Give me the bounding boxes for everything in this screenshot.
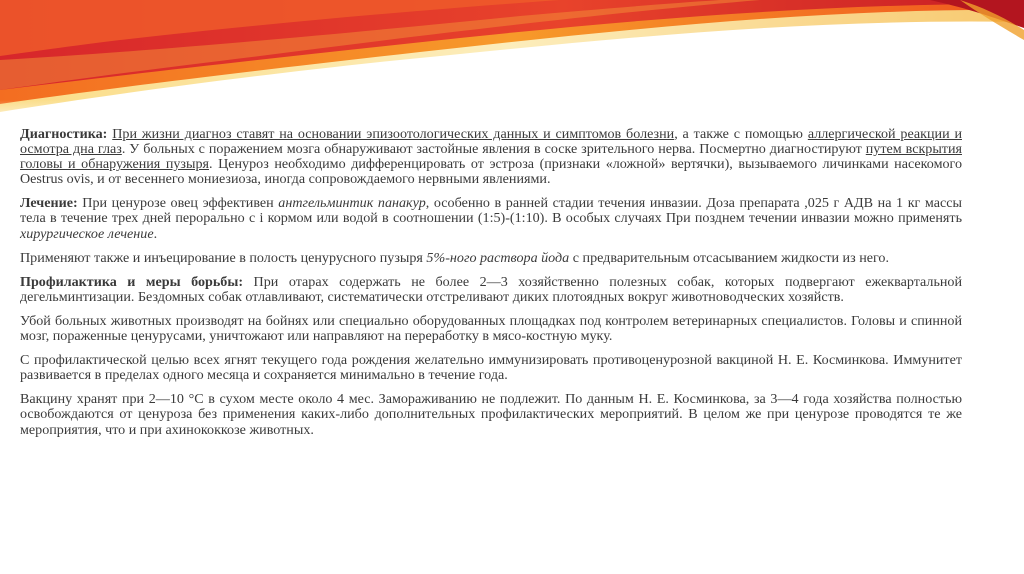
storage-paragraph: Вакцину хранят при 2—10 °С в сухом месте около 4 мес. Замораживанию не подлежит. По данным Н. Е. Косминкова, за 3—4 года хозяйства полностью освобождаются от ценуроза без применения каких-либо дополнительных профилактических мероприятий. В целом же при ценурозе проводятся те же мероприятия, что и при ахинококкозе животных. xyxy=(20,391,962,438)
diagnostics-underlined-3: путем вскрытия головы и обнаружения пузыря xyxy=(20,141,962,173)
treatment-text-3: . xyxy=(153,225,158,242)
prevention-heading: Профилактика и меры борьбы: xyxy=(20,273,244,290)
treatment-italic-2: хирургическое лечение xyxy=(20,225,154,242)
slaughter-paragraph: Убой больных животных производят на бойнях или специально оборудованных площадках под контролем ветеринарных специалистов. Головы и спинной мозг, пораженные ценурусами, уничтожают или направляют на переработку в мясо-костную муку. xyxy=(20,312,962,345)
injection-text-2: с предварительным отсасыванием жидкости из него. xyxy=(569,249,889,266)
diagnostics-text-3: . Ценуроз необходимо дифференцировать от эстроза (признаки «ложной» вертячки), вызываемого личинками насекомого Oestrus ovis, и от весеннего мониезиоза, иногда сопровождаемого нервными явлениями. xyxy=(20,156,963,188)
diagnostics-underlined-1: При жизни диагноз ставят на основании эпизоотологических данных и симптомов болезни xyxy=(112,126,675,142)
diagnostics-text-1: , а также с помощью xyxy=(674,126,808,142)
decorative-banner xyxy=(0,0,1024,130)
treatment-paragraph xyxy=(20,196,962,241)
injection-italic-1: 5%-ного раствора йода xyxy=(426,249,570,266)
injection-paragraph xyxy=(20,251,962,266)
treatment-text-2: , особенно в ранней стадии течения инвазии. Доза препарата ,025 г АДВ на 1 кг массы тела в течение трех дней перорально с і кормом или водой в соотношении (1:5)-(1:10). В особых случаях При позднем течении инвазии можно применять xyxy=(20,195,962,227)
vaccination-paragraph: С профилактической целью всех ягнят текущего года рождения желательно иммунизировать противоценурозной вакциной Н. Е. Косминкова. Иммунитет развивается в пределах одного месяца и сохраняется минимально в течение года. xyxy=(20,352,962,384)
diagnostics-underlined-2: аллергической реакции и осмотра дна глаз xyxy=(20,126,962,158)
treatment-heading: Лечение: xyxy=(20,195,78,212)
prevention-paragraph xyxy=(20,275,962,305)
slide-content xyxy=(20,127,962,447)
treatment-text-1: При ценурозе овец эффективен xyxy=(77,195,279,212)
treatment-italic-1: антгельминтик панакур xyxy=(278,195,426,212)
diagnostics-paragraph xyxy=(20,127,962,187)
prevention-text-1: При отарах содержать не более 2—3 хозяйственно полезных собак, которых подвергают ежеквартальной дегельминтизации. Бездомных собак отлавливают, систематически отстреливают диких плотоядных вокруг животноводческих хозяйств. xyxy=(20,273,963,305)
injection-text-1: Применяют также и инъецирование в полость ценурусного пузыря xyxy=(20,249,427,266)
diagnostics-heading: Диагностика: xyxy=(20,126,108,142)
diagnostics-text-2: . У больных с поражением мозга обнаруживают застойные явления в соске зрительного нерва. Посмертно диагностируют xyxy=(121,141,866,158)
